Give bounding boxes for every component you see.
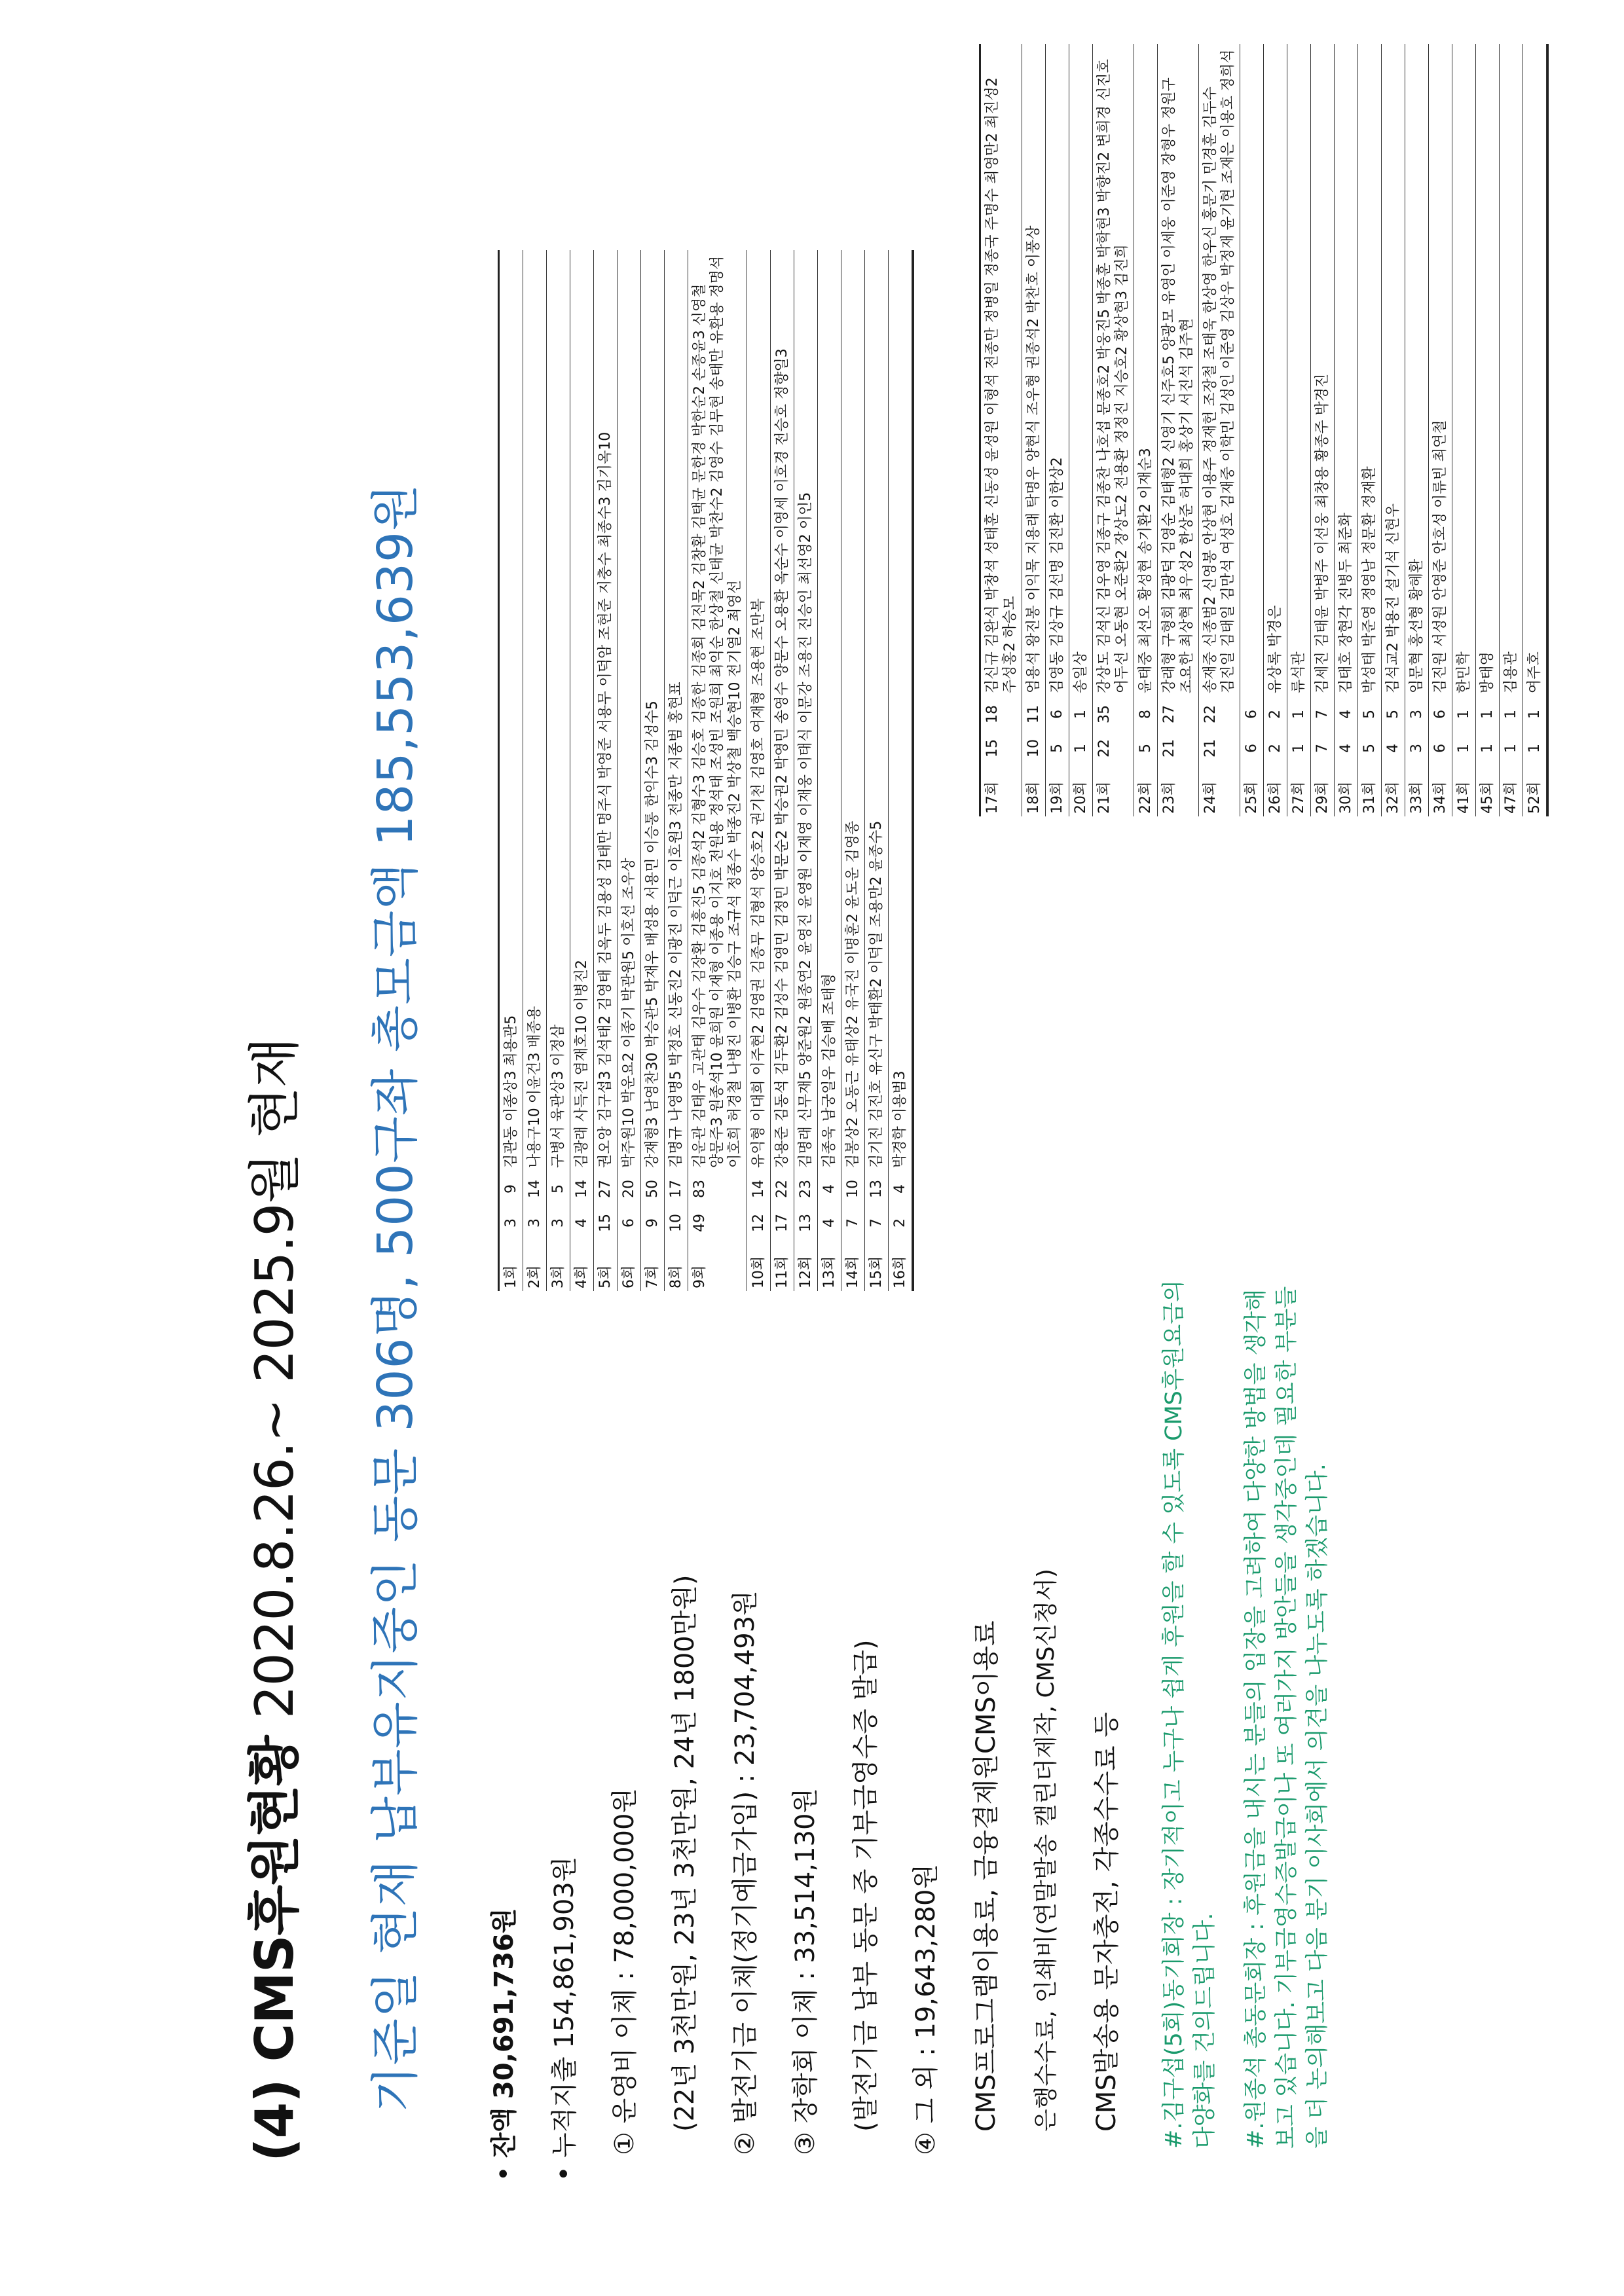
account-count-cell: 20 [621, 1180, 637, 1198]
account-count-cell: 14 [574, 1180, 590, 1198]
donor-names-cell: 여주호 [1526, 651, 1543, 693]
class-round-cell: 33회 [1409, 781, 1425, 814]
member-count-cell: 1 [1479, 744, 1496, 753]
table-row [688, 250, 747, 1291]
page-title [232, 1038, 308, 2162]
class-round-cell: 18회 [1025, 781, 1042, 814]
other-detail-2: 은행수수료, 인쇄비(연말발송 캘린더제작, CMS신청서) [1033, 1569, 1060, 2132]
table-row [865, 250, 889, 1291]
summary-section [478, 1304, 1141, 2181]
member-count-cell: 10 [1025, 739, 1042, 757]
donor-names-cell: 강재형3 남영찬30 박승관5 박재우 배성용 서용민 이승통 한익수3 김성수5 [644, 701, 661, 1168]
donor-names-cell: 나용구10 이윤건3 배종용 [526, 1006, 543, 1168]
class-round-cell: 8회 [668, 1265, 684, 1288]
table-row [1500, 44, 1523, 816]
class-round-cell: 14회 [845, 1256, 861, 1288]
table-row [771, 250, 794, 1291]
title-main: (4) CMS후원현황 [244, 1736, 305, 2162]
class-round-cell: 23회 [1161, 781, 1177, 814]
class-round-cell: 29회 [1314, 781, 1331, 814]
class-round-cell: 6회 [621, 1265, 637, 1288]
class-round-cell: 11회 [774, 1256, 790, 1288]
bullet: • [489, 2166, 519, 2181]
member-count-cell: 1 [1291, 744, 1307, 753]
account-count-cell: 1 [1479, 710, 1496, 719]
class-round-cell: 25회 [1244, 781, 1260, 814]
table-row [1069, 44, 1093, 816]
account-count-cell: 1 [1073, 710, 1089, 719]
account-count-cell: 17 [668, 1180, 684, 1198]
member-count-cell: 21 [1161, 739, 1177, 757]
table-row [547, 250, 570, 1291]
table-row [1311, 44, 1335, 816]
account-count-cell: 1 [1456, 710, 1472, 719]
table-row [1476, 44, 1500, 816]
donor-names-cell: 송재중 신종범2 신영봉 안상현 이용주 정재헌 조장철 조태욱 한상영 한우신 홍문기 민경훈 김두수 김진일 김태일 김만석 여성호 김재중 이학민 김성인 이준영 김상우 박정재 윤기현 조재은 이용호 정희석 [1202, 49, 1236, 693]
donor-names-cell: 강용준 김동석 김두환2 김성수 김영민 김정민 박문순2 박승권2 박영민 송영수 양문수 오용환 옥순수 이영세 이호경 전승호 정향일3 [774, 348, 790, 1168]
operations-line: ① 운영비 이체 : 78,000,000원 [610, 1787, 640, 2155]
other-detail-1: CMS프로그램이용료, 금융결제원CMS이용료 [971, 1620, 1001, 2132]
account-count-cell: 18 [984, 705, 1001, 723]
account-count-cell: 10 [845, 1180, 861, 1198]
donor-names-cell: 한민학 [1456, 651, 1472, 693]
scholarship-detail: (발전기금 납부 동문 중 기부금영수증 발급) [851, 1639, 881, 2132]
class-round-cell: 17회 [984, 781, 1001, 814]
development-fund-line: ② 발전기금 이체(정기예금가입) : 23,704,493원 [730, 1590, 760, 2155]
class-round-cell: 9회 [692, 1265, 708, 1288]
class-round-cell: 27회 [1291, 781, 1307, 814]
donor-names-cell: 김영동 김상규 김선명 김진환 이한상2 [1049, 457, 1065, 693]
table-row [641, 250, 665, 1291]
class-round-cell: 10회 [750, 1256, 767, 1288]
account-count-cell: 14 [526, 1180, 543, 1198]
account-count-cell: 6 [1244, 710, 1260, 719]
member-count-cell: 21 [1202, 739, 1219, 757]
table-row [1134, 44, 1158, 816]
table-row [1046, 44, 1069, 816]
page-subtitle: 기준일 현재 납부유지중인 동문 306명, 500구좌 총모금액 185,553,639원 [367, 483, 424, 2113]
table-row [1358, 44, 1382, 816]
member-count-cell: 4 [574, 1218, 590, 1228]
title-dates: 2020.8.26.~ 2025.9월 현재 [244, 1038, 305, 1719]
account-count-cell: 4 [821, 1184, 838, 1194]
table-row [665, 250, 688, 1291]
member-count-cell: 12 [750, 1214, 767, 1232]
account-count-cell: 9 [503, 1184, 519, 1194]
member-count-cell: 15 [597, 1214, 614, 1232]
table-row [523, 250, 547, 1291]
member-count-cell: 22 [1096, 739, 1113, 757]
donor-names-cell: 송일상 [1073, 651, 1089, 693]
donor-names-cell: 강래형 구형회 김광덕 김영순 김태형2 신영기 신주호5 양광모 유영인 이세웅 이준영 장형우 정원구 조요한 최상혁 최우성2 한상준 허대희 홍상기 서진석 김주현 [1161, 77, 1195, 693]
donor-names-cell: 구병서 육관상3 이정삼 [550, 1024, 566, 1168]
account-count-cell: 3 [1409, 710, 1425, 719]
member-count-cell: 1 [1526, 744, 1543, 753]
member-count-cell: 6 [1432, 744, 1449, 753]
account-count-cell: 5 [550, 1184, 566, 1194]
class-round-cell: 34회 [1432, 781, 1449, 814]
account-count-cell: 11 [1025, 705, 1042, 723]
table-row [1158, 44, 1199, 816]
table-row [747, 250, 771, 1291]
table-row [1405, 44, 1429, 816]
class-round-cell: 1회 [503, 1265, 519, 1288]
member-count-cell: 49 [692, 1214, 708, 1232]
class-round-cell: 3회 [550, 1265, 566, 1288]
member-count-cell: 13 [798, 1214, 814, 1232]
cumulative-line [538, 1304, 599, 2181]
account-count-cell: 27 [597, 1180, 614, 1198]
class-round-cell: 5회 [597, 1265, 614, 1288]
note-kim-gusup: #.김구섭(5회)동기회장 : 장기적이고 누구나 쉽게 후원을 할 수 있도록 CMS후원요금의 다양화를 건의드립니다. [1161, 1280, 1218, 2149]
note-won-jongseok: #.원종석 총동문회장 : 후원금을 내시는 분들의 입장을 고려하여 다양한 방법을 생각해보고 있습니다. 기부금영수증발급이나 또 여러가지 방안들을 생각중인데 필요한 부분들을 더 논의해보고 다음 분기 이사회에서 의견을 나누도록 하겠습니다. [1243, 1286, 1331, 2149]
account-count-cell: 1 [1526, 710, 1543, 719]
account-count-cell: 23 [798, 1180, 814, 1198]
member-count-cell: 15 [984, 739, 1001, 757]
class-round-cell: 15회 [868, 1256, 885, 1288]
account-count-cell: 22 [1202, 705, 1219, 723]
table-row [818, 250, 841, 1291]
account-count-cell: 50 [644, 1180, 661, 1198]
other-detail-3: CMS발송용 문자충전, 각종수수료 등 [1092, 1711, 1122, 2132]
donor-names-cell: 권오앙 김구섭3 김석태2 김영태 김옥두 김용성 김태만 명주식 박영준 서용무 이덕암 조현준 지충수 최종수3 김기옥10 [597, 431, 614, 1168]
donor-names-cell: 김명래 신무재5 양준원2 원종연2 윤영진 윤영원 이재영 이재웅 이태식 이문강 조용진 진승인 최선영2 이인5 [798, 492, 814, 1168]
class-round-cell: 7회 [644, 1265, 661, 1288]
table-row [1240, 44, 1264, 816]
donor-names-cell: 방태영 [1479, 651, 1496, 693]
class-round-cell: 16회 [892, 1256, 908, 1288]
account-count-cell: 5 [1385, 710, 1401, 719]
other-line: ④ 그 외 : 19,643,280원 [911, 1863, 941, 2155]
donor-names-cell: 김관동 이종상3 최용관5 [503, 1015, 519, 1168]
balance-value: 30,691,736원 [489, 1908, 519, 2099]
class-round-cell: 32회 [1385, 781, 1401, 814]
account-count-cell: 6 [1432, 710, 1449, 719]
donor-table-right [979, 44, 1549, 816]
balance-line [478, 1304, 538, 2181]
member-count-cell: 10 [668, 1214, 684, 1232]
donor-names-cell: 박성태 박준영 정영남 정문환 정재환 [1361, 466, 1378, 693]
member-count-cell: 4 [821, 1218, 838, 1228]
member-count-cell: 4 [1338, 744, 1354, 753]
table-row [1093, 44, 1134, 816]
class-round-cell: 26회 [1267, 781, 1283, 814]
member-count-cell: 6 [1244, 744, 1260, 753]
donor-names-cell: 강상도 김석신 김우영 김종구 김종찬 나호섭 문종호2 박웅진5 박종훈 박학현3 박향진2 변희경 신진호 어두선 오동현 오준환2 장상도2 전용환 정정진 지승호2 황상현3 김진희 [1096, 59, 1130, 693]
table-row [1523, 44, 1547, 816]
donor-names-cell: 윤태중 최선오 황성현 송기환2 이재순3 [1137, 448, 1154, 693]
member-count-cell: 9 [644, 1218, 661, 1228]
member-count-cell: 2 [1267, 744, 1283, 753]
table-row [594, 250, 618, 1291]
member-count-cell: 3 [526, 1218, 543, 1228]
table-row [841, 250, 865, 1291]
donor-names-cell: 김종욱 남궁일우 김승배 조태형 [821, 973, 838, 1168]
account-count-cell: 7 [1314, 710, 1331, 719]
class-round-cell: 13회 [821, 1256, 838, 1288]
member-count-cell: 5 [1361, 744, 1378, 753]
donor-names-cell: 김광래 사득진 염재호10 이병진2 [574, 960, 590, 1168]
donor-names-cell: 김신규 김완식 박창석 성태훈 신동성 윤성원 이형석 전종만 정병일 정종국 주명수 최영만2 최진성2 주성홍2 하승모 [984, 77, 1018, 693]
account-count-cell: 22 [774, 1180, 790, 1198]
donor-names-cell: 임문혁 홍선형 황혜환 [1409, 558, 1425, 693]
donor-names-cell: 엄용석 왕진봉 이익묵 지용래 탁명우 양현식 조우형 권종석2 박찬호 이풍상 [1025, 225, 1042, 693]
account-count-cell: 1 [1503, 710, 1519, 719]
class-round-cell: 47회 [1503, 781, 1519, 814]
balance-label: 잔액 [489, 2107, 519, 2158]
donor-names-cell: 김운관 김태우 고관태 김우수 김장환 김흥진5 김종석2 김형수3 김승호 김종한 김종회 김진묵2 김창환 김택균 문한경 박한순2 손종윤3 신영철 양문주3 원종석10 윤희원 이재형 이종용 이지호 전원용 정석태 조성빈 조원희 최익순 한상철 신태균 박찬수2 김영수 김무현 송태만 유환용 정명석 이호희 허경철 나병진 이병환 김승구 조규석 정종수 박종진2 박상철 백승현10 전기열2 최영선 [692, 255, 743, 1168]
account-count-cell: 5 [1361, 710, 1378, 719]
class-round-cell: 24회 [1202, 781, 1219, 814]
operations-detail: (22년 3천만원, 23년 3천만원, 24년 1800만원) [670, 1575, 700, 2132]
member-count-cell: 1 [1503, 744, 1519, 753]
table-row [889, 250, 912, 1291]
table-row [570, 250, 594, 1291]
cumulative-text: 누적지출 154,861,903원 [549, 1856, 580, 2158]
class-round-cell: 30회 [1338, 781, 1354, 814]
class-round-cell: 21회 [1096, 781, 1113, 814]
account-count-cell: 83 [692, 1180, 708, 1198]
member-count-cell: 7 [845, 1218, 861, 1228]
account-count-cell: 13 [868, 1180, 885, 1198]
account-count-cell: 35 [1096, 705, 1113, 723]
table-row [1287, 44, 1311, 816]
donor-names-cell: 김태호 장현각 진병두 최준화 [1338, 512, 1354, 693]
donor-names-cell: 박주원10 박운요2 이종기 박관원5 이호선 조우상 [621, 858, 637, 1168]
table-row [1022, 44, 1046, 816]
table-row [618, 250, 641, 1291]
table-row [1199, 44, 1240, 816]
class-round-cell: 41회 [1456, 781, 1472, 814]
account-count-cell: 14 [750, 1180, 767, 1198]
member-count-cell: 7 [868, 1218, 885, 1228]
member-count-cell: 1 [1456, 744, 1472, 753]
table-row [1382, 44, 1405, 816]
table-row [1335, 44, 1358, 816]
donor-names-cell: 김용관 [1503, 651, 1519, 693]
donor-names-cell: 김명규 나영명5 박정호 신동진2 이광진 이덕근 이호원3 전종만 지종범 홍현표 [668, 682, 684, 1168]
account-count-cell: 4 [892, 1184, 908, 1194]
member-count-cell: 17 [774, 1214, 790, 1232]
donor-names-cell: 유익형 이대희 이주현2 김영권 김종무 김형석 양승호2 권기천 김영호 여재형 조용현 조만복 [750, 598, 767, 1168]
table-row [1264, 44, 1287, 816]
member-count-cell: 2 [892, 1218, 908, 1228]
donor-names-cell [1240, 44, 1246, 697]
table-row [1429, 44, 1452, 816]
member-count-cell: 1 [1073, 744, 1089, 753]
class-round-cell: 4회 [574, 1265, 590, 1288]
bullet: • [549, 2166, 580, 2181]
account-count-cell: 27 [1161, 705, 1177, 723]
member-count-cell: 3 [503, 1218, 519, 1228]
class-round-cell: 2회 [526, 1265, 543, 1288]
class-round-cell: 45회 [1479, 781, 1496, 814]
member-count-cell: 5 [1049, 744, 1065, 753]
member-count-cell: 6 [621, 1218, 637, 1228]
member-count-cell: 5 [1137, 744, 1154, 753]
donor-table-left [498, 250, 914, 1291]
member-count-cell: 7 [1314, 744, 1331, 753]
donor-names-cell: 김봉상2 오동근 유태상2 유국진 이명훈2 윤도운 김영종 [845, 820, 861, 1168]
class-round-cell: 22회 [1137, 781, 1154, 814]
table-row [981, 44, 1022, 816]
donor-names-cell: 류석관 [1291, 651, 1307, 693]
member-count-cell: 3 [1409, 744, 1425, 753]
account-count-cell: 1 [1291, 710, 1307, 719]
account-count-cell: 2 [1267, 710, 1283, 719]
donor-names-cell: 김세진 김태윤 박병주 이선웅 최창용 황종주 박경진 [1314, 373, 1331, 693]
class-round-cell: 31회 [1361, 781, 1378, 814]
class-round-cell: 12회 [798, 1256, 814, 1288]
table-row [1452, 44, 1476, 816]
donor-names-cell: 김기진 김진호 유신구 박태환2 이덕일 조용만2 윤종수5 [868, 820, 885, 1168]
donor-names-cell: 박경학 이용범3 [892, 1070, 908, 1168]
table-row [500, 250, 523, 1291]
donor-names-cell: 김진원 서성원 안영준 안호성 이류빈 최연철 [1432, 420, 1449, 693]
class-round-cell: 52회 [1526, 781, 1543, 814]
member-count-cell: 4 [1385, 744, 1401, 753]
class-round-cell: 19회 [1049, 781, 1065, 814]
member-count-cell: 3 [550, 1218, 566, 1228]
class-round-cell: 20회 [1073, 781, 1089, 814]
account-count-cell: 4 [1338, 710, 1354, 719]
account-count-cell: 6 [1049, 710, 1065, 719]
donor-names-cell: 유상록 박경은 [1267, 605, 1283, 693]
table-row [794, 250, 818, 1291]
account-count-cell: 8 [1137, 710, 1154, 719]
scholarship-line: ③ 장학회 이체 : 33,514,130원 [790, 1787, 821, 2155]
donor-names-cell: 김석교2 박용진 설기석 신현우 [1385, 503, 1401, 693]
